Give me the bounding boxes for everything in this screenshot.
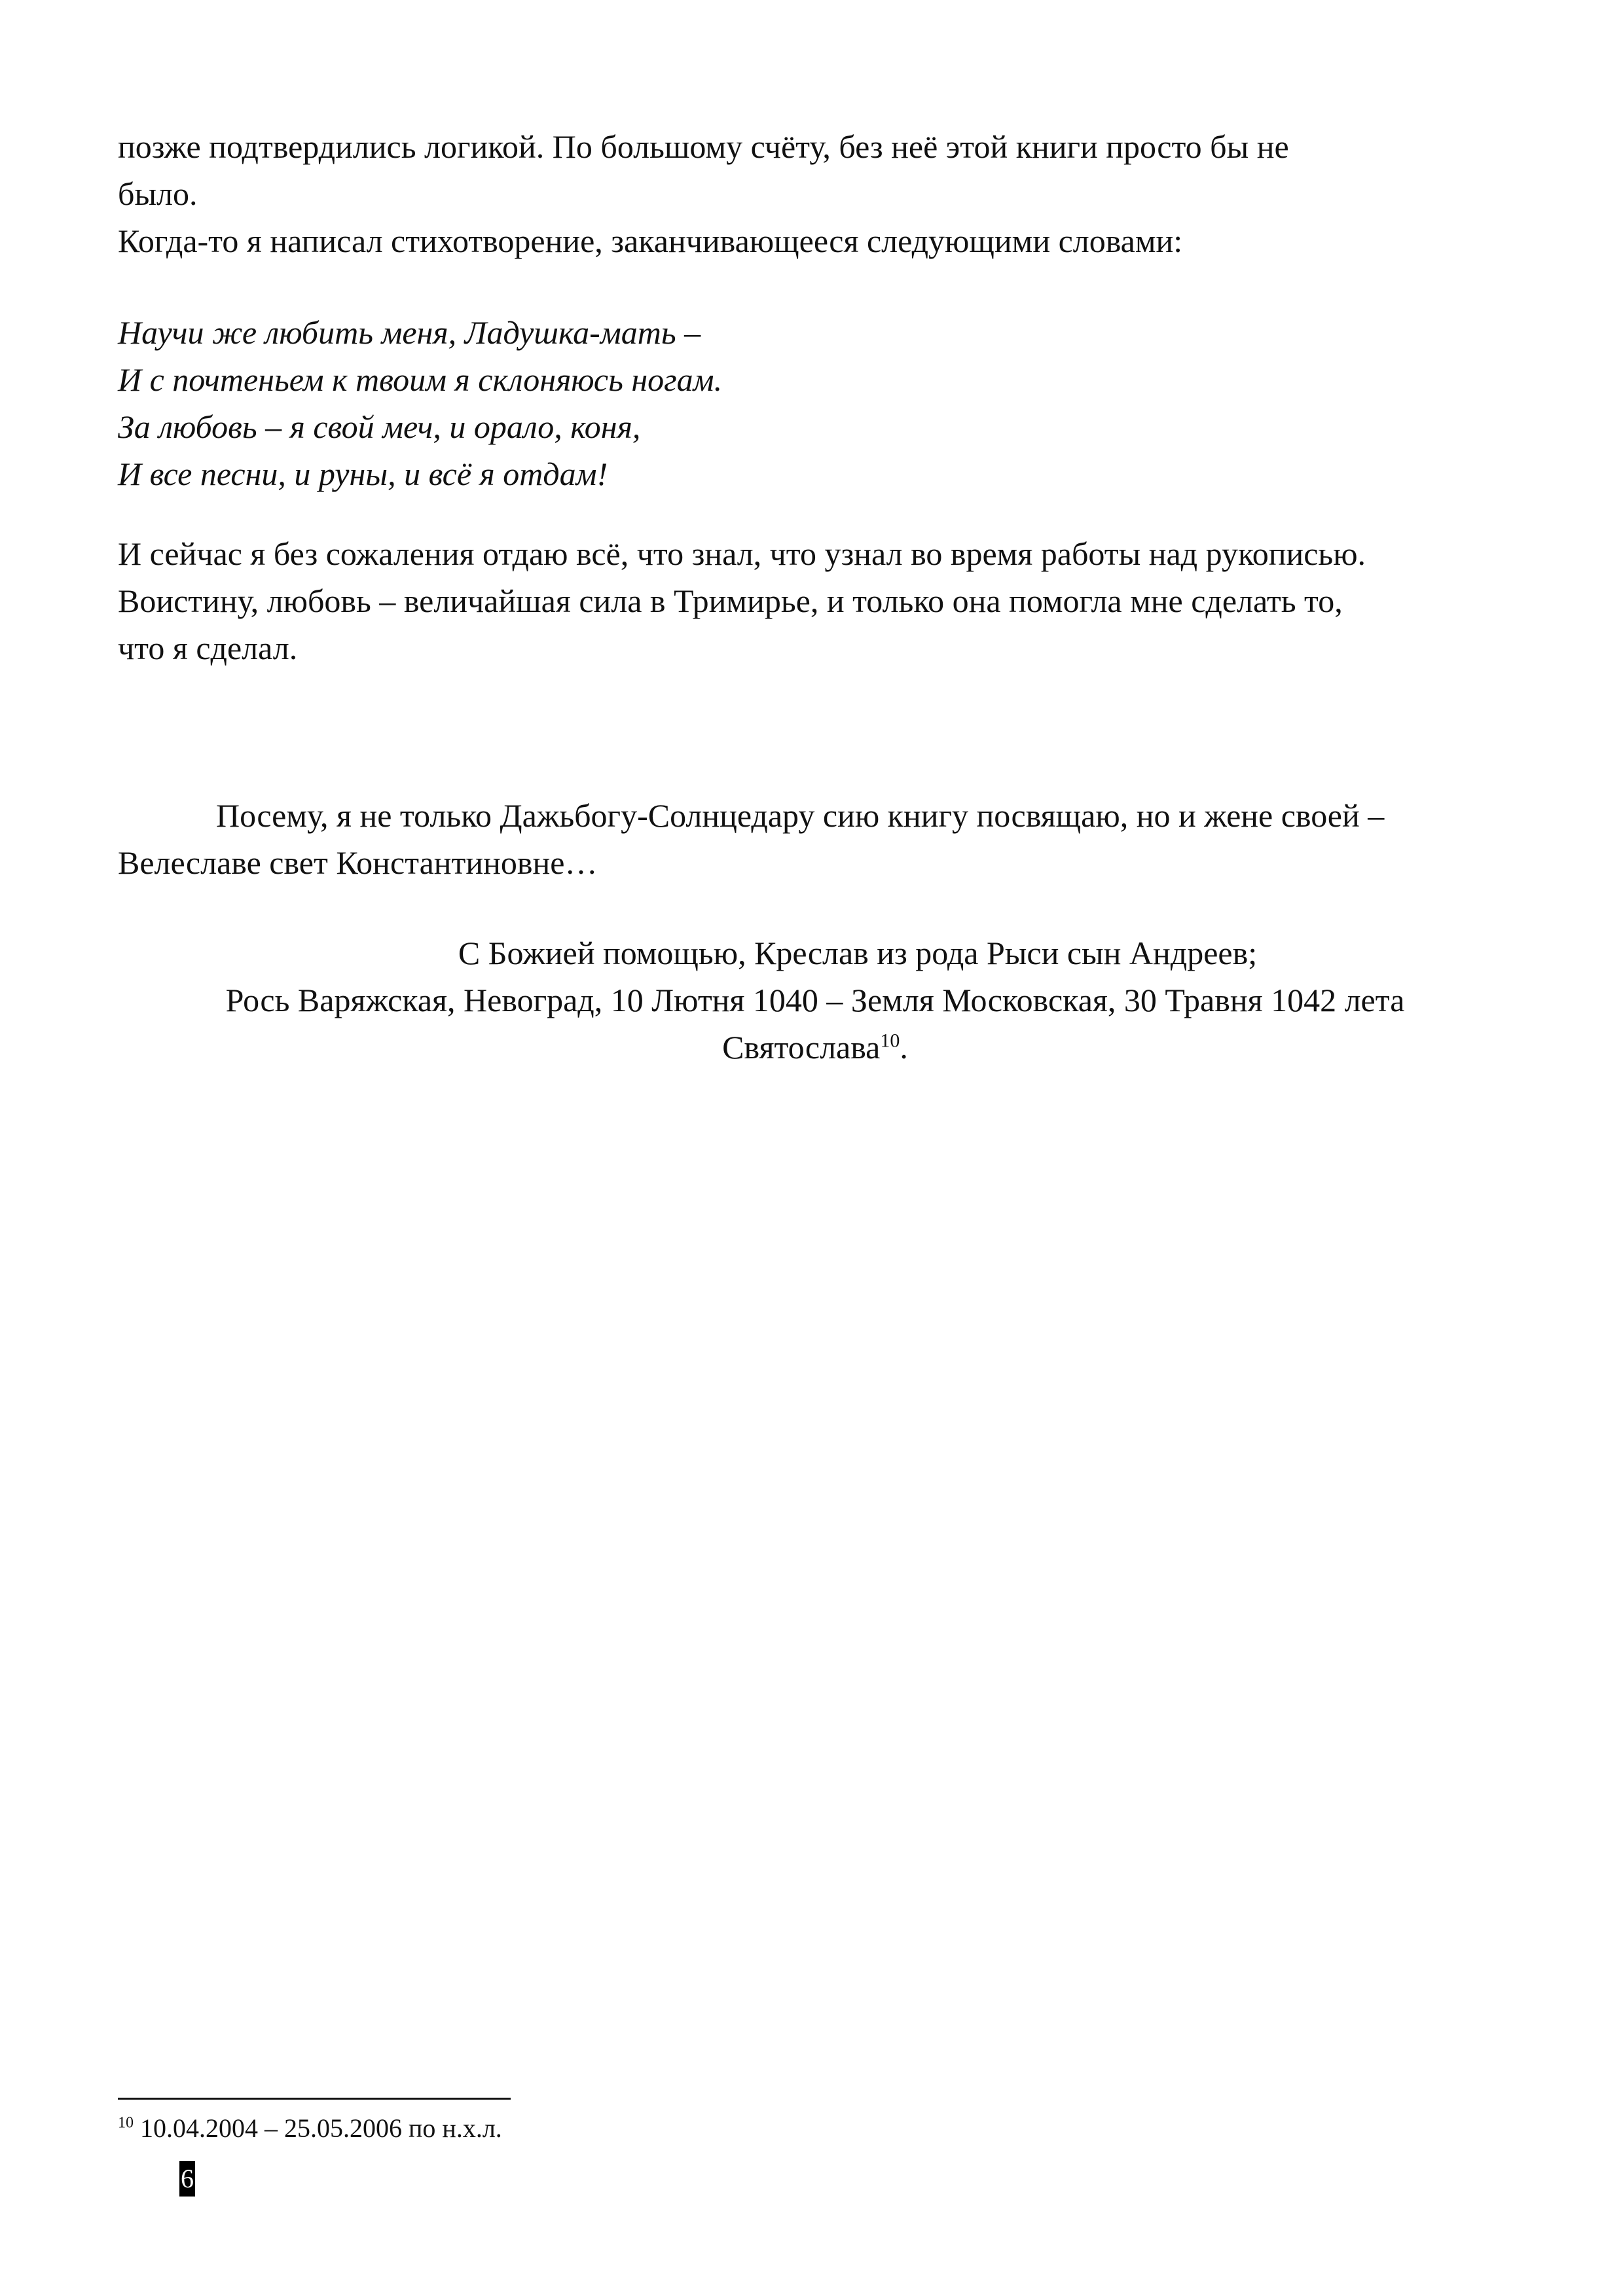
- poem-line: И с почтеньем к твоим я склоняюсь ногам.: [118, 361, 723, 398]
- intro-paragraph: [118, 123, 1512, 264]
- poem-stanza: [118, 309, 1512, 497]
- text-line: Воистину, любовь – величайшая сила в Тримирье, и только она помогла мне сделать то,: [118, 583, 1343, 619]
- poem-line: И все песни, и руны, и всё я отдам!: [118, 456, 608, 492]
- footnote-separator: [118, 2098, 511, 2100]
- text-line: Когда-то я написал стихотворение, заканчивающееся следующими словами:: [118, 223, 1183, 259]
- dedication-paragraph: [118, 792, 1512, 886]
- poem-line: За любовь – я свой меч, и орало, коня,: [118, 408, 641, 445]
- signature-line: Рось Варяжская, Невоград, 10 Лютня 1040 – Земля Московская, 30 Травня 1042 лета: [225, 982, 1405, 1018]
- after-poem-paragraph: [118, 530, 1512, 672]
- footnote-text: 10.04.2004 – 25.05.2006 по н.х.л.: [134, 2113, 502, 2143]
- signature-line: С Божией помощью, Креслав из рода Рыси сын Андреев;: [458, 935, 1258, 971]
- footnote-reference[interactable]: 10: [880, 1030, 900, 1052]
- signature-name: Святослава: [722, 1029, 881, 1066]
- text-line: было.: [118, 175, 198, 212]
- text-line: Велеславе свет Константиновне…: [118, 844, 598, 881]
- footnote: [118, 2111, 502, 2146]
- text-line: позже подтвердились логикой. По большому счёту, без неё этой книги просто бы не: [118, 128, 1289, 165]
- text-line: Посему, я не только Дажьбогу-Солнцедару сию книгу посвящаю, но и жене своей –: [216, 797, 1385, 834]
- signature-line: [118, 1024, 1512, 1071]
- poem-line: Научи же любить меня, Ладушка-мать –: [118, 314, 701, 351]
- footnote-marker: 10: [118, 2114, 134, 2132]
- signature-period: .: [900, 1029, 908, 1066]
- text-line: что я сделал.: [118, 630, 298, 666]
- text-line: И сейчас я без сожаления отдаю всё, что знал, что узнал во время работы над рукописью.: [118, 535, 1366, 572]
- signature-block: [118, 929, 1512, 1071]
- page-number: 6: [179, 2161, 195, 2197]
